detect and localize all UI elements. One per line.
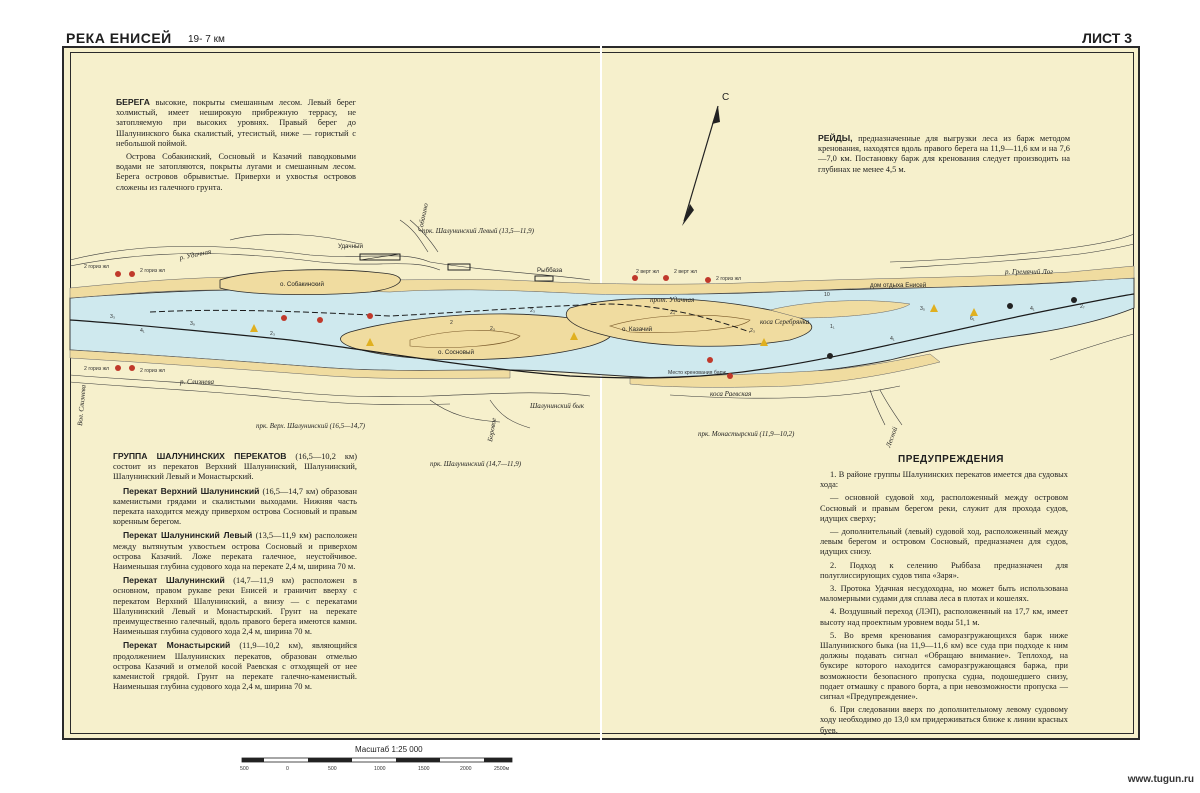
north-arrow <box>672 86 732 236</box>
rapid-2-title: Перекат Шалунинский Левый <box>123 530 253 541</box>
svg-text:3₉: 3₉ <box>190 321 195 327</box>
rybbaza-settlement <box>535 276 553 281</box>
svg-text:2₃: 2₃ <box>530 308 535 314</box>
svg-text:2₃: 2₃ <box>270 331 275 337</box>
label-slizneva: р. Слизнева <box>180 378 215 386</box>
scale-bar <box>232 756 522 778</box>
label-udachny: Удачный <box>338 243 363 250</box>
label-udachka: р. Удачная <box>178 247 212 262</box>
label-shal-byk: Шалунинский бык <box>530 402 584 410</box>
river-title: РЕКА ЕНИСЕЙ <box>66 30 172 46</box>
shores-heading: БЕРЕГА <box>116 97 150 107</box>
warning-item: — дополнительный (левый) судовой ход, расположенный между левым берегом и островом Сосновый, предназначен для судов, идущих снизу. <box>820 527 1068 557</box>
label-gremyachy: р. Гремячий Лог <box>1005 268 1054 276</box>
label-gauge-left-top-2: 2 гориз жл <box>140 268 166 274</box>
label-borovoe: Боровое <box>486 417 499 443</box>
label-vert-1: 2 верт жл <box>636 269 659 275</box>
rapid-3-body: (14,7—11,9 км) расположен в основном, правом рукаве реки Енисей и граничит вверху с перекатом Верхний Шалунинский, а внизу — с перекатами Шалунинский Левый и Монастырский. Грунт на перекате преимущественно галечный, вдоль правого берега имеются камни. Наименьшая глубина судового хода 2,4 м, ширина 70 м. <box>113 576 358 637</box>
north-label: С <box>722 92 730 103</box>
shores-description <box>116 97 356 196</box>
warning-item: 2. Подход к селению Рыббаза предназначен для полуглиссирующих судов типа «Заря». <box>820 560 1068 580</box>
sheet-number: ЛИСТ 3 <box>1082 30 1132 46</box>
buoy-black <box>1007 303 1013 309</box>
label-kosa-raevskaya: коса Раевская <box>710 390 752 398</box>
rapid-4-body: (11,9—10,2 км), являющийся продолжением Шалунинских перекатов, образован отмелью острова Казачий и отмелой косой Раевская с отходящей от нее каменистой грядой. Грунт на перекате галечно-каменистый. Наименьшая глубина судового хода 2,4 м, ширина 70 м. <box>113 641 357 692</box>
warnings-heading: ПРЕДУПРЕЖДЕНИЯ <box>898 454 1004 465</box>
svg-text:2: 2 <box>450 320 453 326</box>
warning-item: 3. Протока Удачная несудоходна, но может быть использована маломерными судами для сплава леса в плотах и кошелях. <box>820 584 1068 604</box>
buoy <box>367 313 373 319</box>
km-range: 19- 7 км <box>188 34 225 45</box>
rapid-4-title: Перекат Монастырский <box>123 640 231 651</box>
label-gauge-mid: 2 гориз жл <box>716 276 742 282</box>
label-isl-sobakinsky: о. Собакинский <box>280 281 324 288</box>
svg-text:4₁: 4₁ <box>890 336 895 342</box>
buoy <box>129 365 135 371</box>
rapid-1-title: Перекат Верхний Шалунинский <box>123 485 260 496</box>
rapid-3-title: Перекат Шалунинский <box>123 575 225 586</box>
warnings-list <box>820 470 1068 739</box>
label-slizneva-vol: Вол. Слизнева <box>76 384 88 427</box>
left-bank-relief <box>70 220 1134 280</box>
warning-item: 5. Во время кренования саморазгружающихся барж ниже Шалунинского быка (на 11,9—11,6 км) все суда при подходе к ним должны подавать сигнал «Обращаю внимание». Теплоход, на буксире которого находится саморазгружающаяся баржа, при возможности безопасного пропуска судна, подошедшего снизу, подает отмашку с правого борта, а при невозможности пропуска — сигнал «Предупреждение». <box>820 630 1068 702</box>
buoy <box>115 365 121 371</box>
label-marker-10: 10 <box>824 292 830 298</box>
label-gauge-left-bottom-2: 2 гориз жл <box>140 368 166 374</box>
buoy <box>281 315 287 321</box>
svg-text:1₁: 1₁ <box>830 324 835 330</box>
scale-tick: 2000 <box>460 766 472 772</box>
label-gauge-left-top: 2 гориз жл <box>84 264 110 270</box>
svg-text:3₅: 3₅ <box>920 306 925 312</box>
label-prot-udachnaya: прот. Удачная <box>650 296 695 304</box>
rapids-group-description <box>113 451 357 695</box>
label-rest-house: дом отдыха Енисей <box>870 282 927 289</box>
group-intro: (16,5—10,2 км) состоит из перекатов Верхний Шалунинский, Шалунинский, Шалунинский Левый и Монастырский. <box>113 452 358 482</box>
scale-tick: 1000 <box>374 766 386 772</box>
warning-item: 4. Воздушный переход (ЛЭП), расположенный на 17,7 км, имеет высоту над проектным уровнем воды 51,1 м. <box>820 607 1068 627</box>
scale-tick: 0 <box>286 766 289 772</box>
shores-para-2: Острова Собакинский, Сосновый и Казачий паводковыми водами не затопляются, покрыты лугами и смешанным лесом. Берега островов обрывистые. Приверхи и ухвостья островов сложены из галечного грунта. <box>116 152 356 192</box>
svg-text:4₁: 4₁ <box>1030 306 1035 312</box>
scale-title: Масштаб 1:25 000 <box>355 745 423 754</box>
label-p-upper-shal: прк. Верх. Шалунинский (16,5—14,7) <box>256 422 365 430</box>
svg-text:2₄: 2₄ <box>670 310 676 316</box>
udachny-hatch <box>360 254 400 260</box>
scale-tick: 500 <box>328 766 337 772</box>
label-p-shal: прк. Шалунинский (14,7—11,9) <box>430 460 522 468</box>
label-p-monast: прк. Монастырский (11,9—10,2) <box>698 430 795 438</box>
roads-heading: РЕЙДЫ, <box>818 133 853 143</box>
label-isl-sosnovy: о. Сосновый <box>438 349 474 356</box>
label-isl-kazachy: о. Казачий <box>622 326 653 333</box>
label-kosa-serebryanka: коса Серебрянка <box>760 318 810 326</box>
svg-text:2₇: 2₇ <box>1080 304 1085 310</box>
watermark: www.tugun.ru <box>1127 774 1194 785</box>
buoy <box>663 275 669 281</box>
svg-text:2₃: 2₃ <box>490 326 495 332</box>
label-lesnoy: Лесной <box>884 425 900 449</box>
roads-body: предназначенные для выгрузки леса из барж методом кренования, находятся вдоль правого берега на 11,9—11,6 км и на 7,6—7,0 км. Постановку барж для кренования следует производить на глубинах не менее 4,5 м. <box>818 134 1070 174</box>
roads-description <box>818 133 1070 178</box>
buoy <box>727 373 733 379</box>
scale-tick: 500 <box>240 766 249 772</box>
label-place-kren: Место кренования барж <box>668 370 726 376</box>
label-rybbaza: Рыббаза <box>537 267 563 274</box>
warning-item: — основной судовой ход, расположенный между островом Сосновый и правым берегом реки, служит для прохода судов, идущих сверху; <box>820 493 1068 523</box>
warning-item: 6. При следовании вверх по дополнительному левому судовому ходу необходимо до 13,0 км придерживаться ближе к линии красных буев. <box>820 705 1068 735</box>
svg-text:4₁: 4₁ <box>140 328 145 334</box>
rapid-1-body: (16,5—14,7 км) образован каменистыми грядами и скалистыми выходами. Нижняя часть переката находится между приверхом острова Сосновый и правым коренным берегом. <box>113 486 358 527</box>
buoy <box>129 271 135 277</box>
buoy-black <box>1071 297 1077 303</box>
label-sobakino: Собакино <box>416 202 430 233</box>
scale-tick: 1500 <box>418 766 430 772</box>
svg-text:2₃: 2₃ <box>750 328 755 334</box>
svg-text:6₁: 6₁ <box>970 316 975 322</box>
buoy-black <box>827 353 833 359</box>
shores-para-1: высокие, покрыты смешанным лесом. Левый берег холмистый, имеет неширокую прибрежную террасу, не затопляемую при высоких уровнях. Правый берег до Шалунинского быка скалистый, утесистый, ниже — гористый с небольшой поймой. <box>116 98 356 148</box>
label-gauge-left-bottom: 2 гориз жл <box>84 366 110 372</box>
group-heading: ГРУППА ШАЛУНИНСКИХ ПЕРЕКАТОВ <box>113 451 287 461</box>
buoy <box>115 271 121 277</box>
buoy <box>707 357 713 363</box>
scale-tick: 2500м <box>494 766 510 772</box>
buoy <box>317 317 323 323</box>
label-p-shal-left: прк. Шалунинский Левый (13,5—11,9) <box>422 227 534 235</box>
label-vert-2: 2 верт жл <box>674 269 697 275</box>
svg-text:3₃: 3₃ <box>110 314 115 320</box>
buoy <box>705 277 711 283</box>
rapid-2-body: (13,5—11,9 км) расположен между вытянутым ухвостьем острова Сосновый и приверхом острова Казачий. Ложе переката галечное, неустойчивое. Наименьшая глубина судового хода на перекате 2,4 м, ширина 70 м. <box>113 531 357 572</box>
buoy <box>632 275 638 281</box>
warning-item: 1. В районе группы Шалунинских перекатов имеется два судовых хода: <box>820 470 1068 490</box>
